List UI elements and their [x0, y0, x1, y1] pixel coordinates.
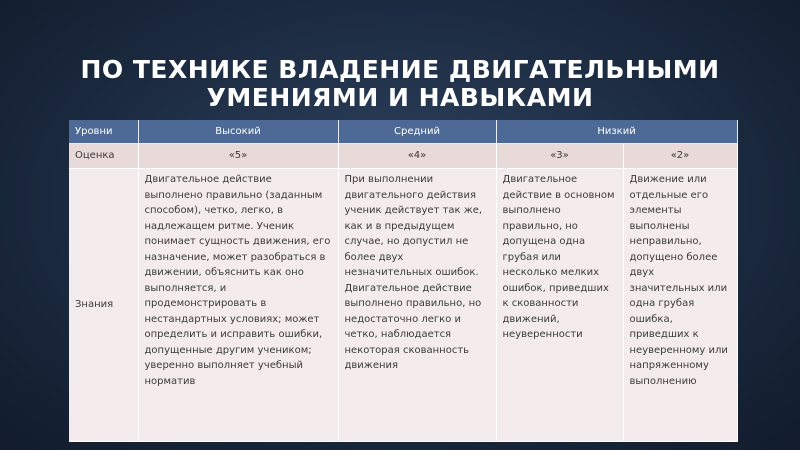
grade-2: «2» — [623, 144, 737, 169]
knowledge-grade-3: Двигательное действие в основном выполнено правильно, но допущена одна грубая или несколько мелких ошибок, приведших к скованности движений, неуверенности — [496, 169, 623, 442]
grade-5: «5» — [138, 144, 338, 169]
knowledge-grade-2: Движение или отдельные его элементы выполнены неправильно, допущено более двух значительных или одна грубая ошибка, приведших к неуверенному или напряженному выполнению — [623, 169, 737, 442]
knowledge-grade-4: При выполнении двигательного действия ученик действует так же, как и в предыдущем случае, но допустил не более двух незначительных ошибок. Двигательное действие выполнено правильно, но недостаточно легко и четко, наблюдается некоторая скованность движения — [338, 169, 496, 442]
knowledge-label: Знания — [69, 169, 138, 442]
header-levels: Уровни — [69, 120, 138, 144]
header-low: Низкий — [496, 120, 737, 144]
slide-title-line-2: УМЕНИЯМИ И НАВЫКАМИ — [206, 83, 594, 112]
grade-3: «3» — [496, 144, 623, 169]
header-high: Высокий — [138, 120, 338, 144]
grade-label: Оценка — [69, 144, 138, 169]
grade-4: «4» — [338, 144, 496, 169]
header-medium: Средний — [338, 120, 496, 144]
table-row-grade — [69, 144, 737, 169]
assessment-table — [69, 120, 738, 442]
knowledge-grade-5: Двигательное действие выполнено правильно (заданным способом), четко, легко, в надлежащем ритме. Ученик понимает сущность движения, его назначение, может разобраться в движении, объяснить как оно выполняется, и продемонстрировать в нестандартных условиях; может определить и исправить ошибки, допущенные другим учеником; уверенно выполняет учебный норматив — [138, 169, 338, 442]
slide-title-line-1: ПО ТЕХНИКЕ ВЛАДЕНИЕ ДВИГАТЕЛЬНЫМИ — [80, 55, 720, 84]
slide-title — [40, 56, 760, 112]
table-row-knowledge — [69, 169, 737, 442]
table-header-row — [69, 120, 737, 144]
